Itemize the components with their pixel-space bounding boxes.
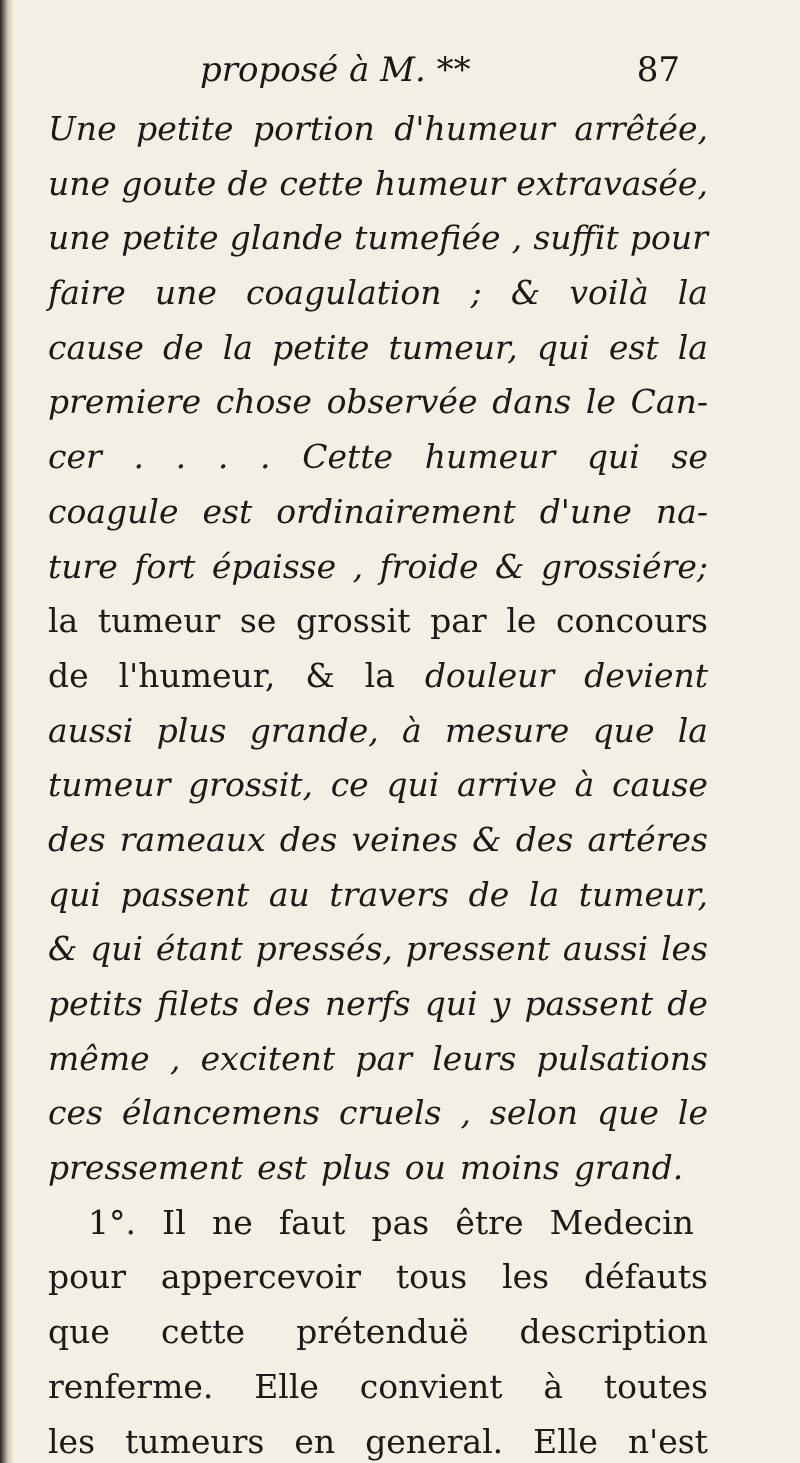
word: toutes [603,1366,708,1406]
word: pressent [405,929,551,969]
word: des [253,984,311,1023]
word: observée [326,382,478,422]
word: même [48,1038,150,1078]
word: tumeur [97,601,221,641]
word: est [608,327,659,367]
word: arrive [457,765,557,805]
text-line [48,375,708,430]
word: qui [586,437,640,477]
word: 1°. [88,1202,136,1242]
word: Medecin [549,1202,694,1242]
text-line [48,1141,708,1196]
word: que [592,710,655,750]
word: concours [556,601,708,641]
word: humeur [424,437,556,477]
word: le [585,382,616,422]
word: la [48,601,79,641]
text-line [48,868,708,923]
word: description [519,1312,708,1352]
text-line [48,758,708,813]
word: l'humeur, [118,655,276,695]
word: tumeur, [388,327,518,367]
word: convient [359,1366,503,1406]
word: cette [279,163,364,203]
word: coagule [48,491,179,531]
word: la [677,273,708,313]
word: épaisse [211,546,337,586]
text-line [48,594,708,649]
word: voilà [569,273,649,313]
text-line [48,977,708,1032]
text-line [48,649,708,704]
word: Cette [302,437,394,477]
word: , [460,1093,471,1133]
text-line [48,813,708,868]
word: leurs [432,1038,517,1078]
word: pressement [48,1148,244,1188]
word: premiere [48,382,202,422]
word: prétenduë [296,1312,469,1352]
word: douleur [424,655,555,695]
word: pressés, [255,929,393,969]
text-line [48,1305,708,1360]
word: être [455,1202,524,1242]
word: d'une [539,491,632,531]
word: goute [121,163,217,203]
word: excitent [200,1038,336,1078]
word: cause [48,327,144,367]
word: la [222,327,253,367]
body-text [48,102,708,1463]
text-line [48,1032,708,1087]
word: ordinairement [276,491,516,531]
word: à [574,765,595,805]
word: & [495,546,525,586]
word: qui [90,929,144,969]
word: appercevoir [160,1257,361,1297]
text-line [48,157,708,212]
text-line [48,102,708,157]
word: arrêtée, [574,109,708,148]
word: par [355,1038,412,1078]
word: glande [229,218,343,258]
word: la [528,874,560,914]
word: veines [351,819,458,859]
word: les [48,1421,96,1461]
word: le [506,601,537,641]
word: humeur [374,163,506,203]
text-line [48,430,708,485]
word: que [597,1093,659,1133]
word: petite [121,218,219,258]
word: Can- [630,382,708,422]
word: tous [395,1257,468,1297]
word: cause [612,765,708,805]
word: pour [48,1257,127,1297]
word: qui [48,874,101,914]
running-title: proposé à M. ** [200,50,471,90]
text-line [48,1086,708,1141]
word: . [133,437,144,477]
word: à [402,710,422,750]
word: petite [272,327,370,367]
word: les [660,929,708,969]
word: ; [470,273,482,313]
word: , [169,1038,181,1078]
word: Il [162,1202,186,1242]
word: tumeurs [125,1421,265,1461]
word: . [175,437,187,477]
word: Elle [254,1366,319,1406]
word: petite [136,109,234,148]
word: grossiére; [540,546,708,586]
word: ces [48,1093,103,1133]
word: froide [379,546,479,586]
word: qui [424,984,478,1023]
word: cruels [338,1093,442,1133]
text-line [48,540,708,595]
word: le [677,1093,708,1133]
word: ou [404,1148,446,1188]
word: la [364,655,395,695]
word: renferme. [48,1366,214,1406]
word: grande, [249,710,379,750]
word: une [154,273,217,313]
word: pulsations [536,1038,708,1078]
page-number: 87 [636,50,680,90]
word: & [472,819,502,859]
page-gutter [0,0,14,1463]
word: passent [524,984,654,1023]
word: aussi [562,929,649,969]
word: est [202,491,253,531]
word: portion [253,109,375,148]
word: Une [48,109,117,148]
word: pour [629,218,708,258]
word: devient [584,655,708,695]
word: de [667,984,708,1023]
word: qui [536,327,590,367]
word: faire [48,273,126,313]
word: est [257,1148,307,1188]
word: mesure [444,710,570,750]
word: de [227,163,269,203]
word: que [48,1312,110,1352]
word: y [491,984,511,1023]
text-line [48,1360,708,1415]
word: de [468,874,510,914]
word: Elle [533,1421,598,1461]
word: en [294,1421,336,1461]
word: , [352,546,364,586]
word: n'est [627,1421,708,1461]
word: artéres [587,819,708,859]
word: passent [120,874,250,914]
word: chose [215,382,312,422]
word: ce [330,765,369,805]
word: plus [320,1148,391,1188]
word: tumeur [48,765,171,805]
word: nerfs [324,984,411,1023]
word: tumefiée [354,218,501,258]
word: cer [48,437,102,477]
word: une [48,218,111,258]
word: rameaux [119,819,266,859]
text-line [48,922,708,977]
word: se [671,437,708,477]
word: au [268,874,310,914]
text-line [48,321,708,376]
word: plus [156,710,227,750]
word: de [162,327,204,367]
word: & [48,929,78,969]
word: des [515,819,574,859]
text-line [48,704,708,759]
text-line [48,1196,708,1251]
word: les [502,1257,550,1297]
word: qui [386,765,440,805]
text-line [48,1415,708,1463]
word: cette [160,1312,246,1352]
text-line [48,485,708,540]
word: des [48,819,106,859]
word: coagulation [245,273,442,313]
word: par [430,601,487,641]
text-line [48,266,708,321]
word: tumeur, [578,874,708,914]
word: défauts [583,1257,708,1297]
word: general. [365,1421,504,1461]
word: selon [489,1093,579,1133]
word: & [510,273,541,313]
word: se [239,601,277,641]
word: ne [211,1202,253,1242]
word: & [305,655,335,695]
word: de [48,655,89,695]
word: une [48,163,111,203]
word: aussi [48,710,134,750]
word: grossit, [188,765,314,805]
word: filets [156,984,240,1023]
word: fort [134,546,196,586]
word: suffit [533,218,619,258]
word: petits [48,984,143,1023]
word: grossit [296,601,411,641]
word: grand. [573,1148,684,1188]
word: extravasée, [516,163,708,203]
word: faut [278,1202,346,1242]
page-header [200,50,700,100]
word: ture [48,546,118,586]
word: . [217,437,229,477]
word: pas [371,1202,430,1242]
word: , [511,218,523,258]
word: d'humeur [394,109,555,148]
text-line [48,211,708,266]
word: na- [655,491,708,531]
word: travers [329,874,450,914]
word: dans [492,382,572,422]
word: étant [155,929,243,969]
text-line [48,1250,708,1305]
word: à [543,1366,564,1406]
word: la [677,710,708,750]
word: des [279,819,338,859]
word: la [677,327,708,367]
word: moins [459,1148,560,1188]
word: . [260,437,271,477]
word: élancemens [121,1093,320,1133]
